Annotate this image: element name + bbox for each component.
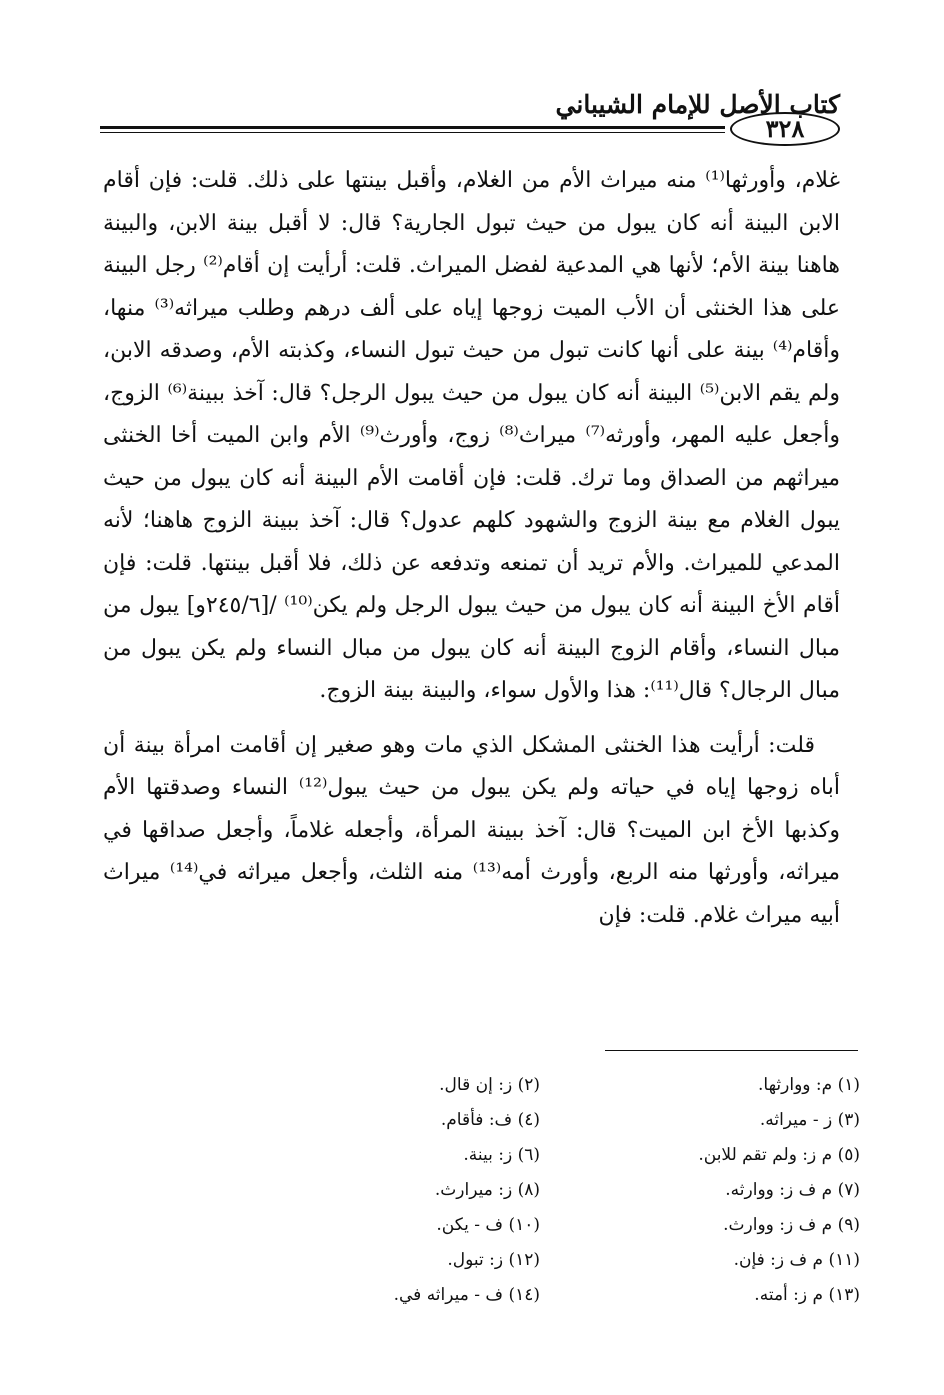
footnote-12: (١٢) ز: تبول. xyxy=(447,1250,540,1270)
footnote-7: (٧) م ف ز: ووارثه. xyxy=(725,1180,860,1200)
footnote-13: (١٣) م ز: أمته. xyxy=(754,1285,860,1305)
main-text xyxy=(103,160,840,937)
footnote-2: (٢) ز: إن قال. xyxy=(439,1075,540,1095)
page-number-badge: ٣٢٨ xyxy=(730,112,840,146)
footnote-11: (١١) م ف ز: فإن. xyxy=(733,1250,860,1270)
page-header xyxy=(100,78,840,148)
footnote-6: (٦) ز: بينة. xyxy=(463,1145,540,1165)
book-title: كتاب الأصل للإمام الشيباني xyxy=(555,90,840,119)
paragraph-1: غلام، وأورثها⁽¹⁾ منه ميراث الأم من الغلام، وأقبل بينتها على ذلك. قلت: فإن أقام الابن البينة أنه كان يبول من حيث تبول الجارية؟ قال: لا أقبل بينة الابن، والبينة هاهنا بينة الأم؛ لأنها هي المدعية لفضل الميراث. قلت: أرأيت إن أقام⁽²⁾ رجل البينة على هذا الخنثى أن الأب الميت زوجها إياه على ألف درهم وطلب ميراثه⁽³⁾ منها، وأقام⁽⁴⁾ بينة على أنها كانت تبول من حيث تبول النساء، وكذبته الأم، وصدقه الابن، ولم يقم الابن⁽⁵⁾ البينة أنه كان يبول من حيث يبول الرجل؟ قال: آخذ ببينة⁽⁶⁾ الزوج، وأجعل عليه المهر، وأورثه⁽⁷⁾ ميراث⁽⁸⁾ زوج، وأورث⁽⁹⁾ الأم وابن الميت أخا الخنثى ميراثهم من الصداق وما ترك. قلت: فإن أقامت الأم البينة أنه كان يبول من حيث يبول الغلام مع بينة الزوج والشهود كلهم عدول؟ قال: آخذ ببينة الزوج هاهنا؛ لأنه المدعي للميراث. والأم تريد أن تمنعه وتدفعه عن ذلك، فلا أقبل بينتها. قلت: فإن أقام الأخ البينة أنه كان يبول من حيث يبول الرجل ولم يكن⁽¹⁰⁾ /[٢٤٥/٦و] يبول من مبال النساء، وأقام الزوج البينة أنه كان يبول من مبال النساء ولم يكن يبول من مبال الرجال؟ قال⁽¹¹⁾: هذا والأول سواء، والبينة بينة الزوج. xyxy=(103,168,841,703)
footnote-divider xyxy=(605,1050,858,1051)
header-rule-thin xyxy=(100,132,725,133)
footnote-1: (١) م: ووارثها. xyxy=(758,1075,860,1095)
footnote-3: (٣) ز - ميراثه. xyxy=(759,1110,860,1130)
footnote-4: (٤) ف: فأقام. xyxy=(440,1110,540,1130)
footnote-14: (١٤) ف - ميراثه في. xyxy=(393,1285,540,1305)
footnote-9: (٩) م ف ز: ووارث. xyxy=(723,1215,860,1235)
header-rule xyxy=(100,126,725,129)
footnote-5: (٥) م ز: ولم تقم للابن. xyxy=(698,1145,860,1165)
paragraph-2: قلت: أرأيت هذا الخنثى المشكل الذي مات وهو صغير إن أقامت امرأة بينة أن أباه زوجها إياه في حياته ولم يكن يبول من حيث يبول⁽¹²⁾ النساء وصدقتها الأم وكذبها الأخ ابن الميت؟ قال: آخذ ببينة المرأة، وأجعله غلاماً، وأجعل صداقها في ميراثه، وأورثها منه الربع، وأورث أمه⁽¹³⁾ منه الثلث، وأجعل ميراثه في⁽¹⁴⁾ ميراث أبيه ميراث غلام. قلت: فإن xyxy=(103,732,840,928)
footnotes xyxy=(300,1068,860,1328)
footnote-8: (٨) ز: ميرارث. xyxy=(434,1180,540,1200)
footnotes-right-column xyxy=(600,1068,860,1313)
footnote-10: (١٠) ف - يكن. xyxy=(436,1215,540,1235)
footnotes-left-column xyxy=(340,1068,540,1313)
